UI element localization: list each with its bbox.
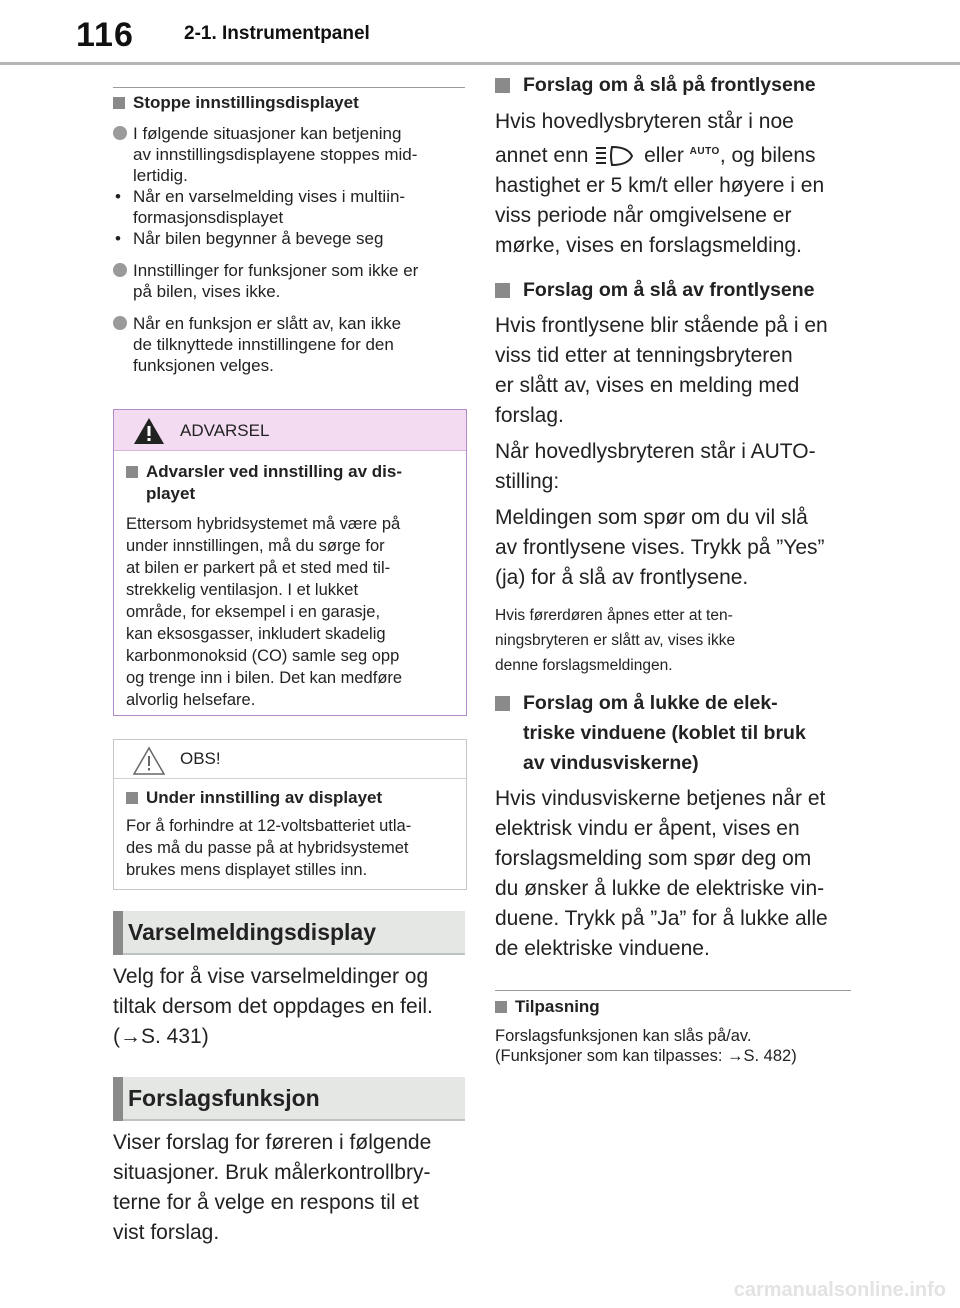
warning-box: [113, 409, 467, 716]
message-text: Meldingen som spør om du vil slå av frontlysene vises. Trykk på ”Yes” (ja) for å slå av frontlysene.: [495, 506, 825, 589]
warning-triangle-icon: [132, 416, 166, 446]
sub-list-item: • Når en varselmelding vises i multiin- formasjonsdisplayet: [115, 187, 406, 227]
section2-text: Viser forslag for føreren i følgende situasjoner. Bruk målerkontrollbry- terne for å velge en respons til et vist forslag.: [113, 1131, 432, 1244]
square-bullet-icon: [495, 78, 510, 93]
section-rule: [495, 990, 851, 991]
list-item: Innstillinger for funksjoner som ikke er på bilen, vises ikke.: [113, 260, 465, 302]
square-bullet-icon: [126, 466, 138, 478]
warning-heading: Advarsler ved innstilling av dis- playet: [126, 461, 454, 505]
stop-heading: Stoppe innstillingsdisplayet: [113, 92, 465, 114]
list-item: I følgende situasjoner kan betjening av innstillingsdisplayene stoppes mid- lertidig.: [113, 123, 465, 186]
sub-list-item: • Når bilen begynner å bevege seg: [115, 229, 384, 248]
notice-text: For å forhindre at 12-voltsbatteriet utla- des må du passe på at hybridsystemet brukes mens displayet stilles inn.: [126, 817, 412, 879]
windows-text: Hvis vindusviskerne betjenes når et elektrisk vindu er åpent, vises en forslagsmelding som spør deg om du ønsker å lukke de elektriske vin- duene. Trykk på ”Ja” for å lukke alle de elektriske vinduene.: [495, 787, 828, 960]
note-text: Hvis førerdøren åpnes etter at ten- ningsbryteren er slått av, vises ikke denne forslagsmeldingen.: [495, 607, 736, 674]
section-rule: [113, 87, 465, 88]
auto-text: Når hovedlysbryteren står i AUTO- stilling:: [495, 440, 816, 493]
warning-header: [114, 410, 466, 451]
page-number: 116: [76, 16, 134, 54]
customization-section: [495, 996, 851, 1066]
stop-section: [113, 92, 465, 376]
notice-title: OBS!: [180, 749, 221, 768]
warning-text: Ettersom hybridsystemet må være på under innstillingen, må du sørge for at bilen er parkert på et sted med til- strekkelig ventilasjon. I et lukket område, for eksempel i en garasje, kan eksosgasser, inkludert skadelig karbonmonoksid (CO) samle seg opp og trenge inn i bilen. Det kan medføre alvorlig helsefare.: [126, 515, 403, 709]
square-bullet-icon: [495, 696, 510, 711]
square-bullet-icon: [495, 283, 510, 298]
section-bar: [113, 1077, 123, 1121]
list-item: Når en funksjon er slått av, kan ikke de tilknyttede innstillingene for den funksjonen velges.: [113, 313, 465, 376]
caution-triangle-icon: [132, 746, 166, 776]
section1-text: Velg for å vise varselmeldinger og tiltak dersom det oppdages en feil. (→S. 431): [113, 965, 433, 1048]
heading-lights-off: Forslag om å slå av frontlysene: [495, 275, 851, 305]
notice-box: [113, 739, 467, 890]
section-heading-suggestion: Forslagsfunksjon: [113, 1077, 465, 1121]
section-heading-warning-display: Varselmeldingsdisplay: [113, 911, 465, 955]
watermark: carmanualsonline.info: [733, 1279, 946, 1301]
square-bullet-icon: [495, 1001, 507, 1013]
lights-off-text: Hvis frontlysene blir stående på i en viss tid etter at tenningsbryteren er slått av, vises en melding med forslag.: [495, 314, 828, 427]
lights-on-text: Hvis hovedlysbryteren står i noe annet enn eller $^{AUTO}$, og bilens hastighet er 5 km/t eller høyere i en viss periode når omgivelsene er mørke, vises en forslagsmelding.: [495, 110, 825, 257]
square-bullet-icon: [113, 97, 125, 109]
circle-bullet-icon: [113, 263, 127, 277]
heading-lights-on: Forslag om å slå på frontlysene: [495, 70, 851, 100]
customization-heading: Tilpasning: [495, 996, 851, 1018]
heading-windows: Forslag om å lukke de elek- triske vinduene (koblet til bruk av vindusviskerne): [495, 688, 851, 778]
headlight-icon: [594, 145, 638, 167]
right-column: [495, 70, 851, 964]
warning-title: ADVARSEL: [180, 421, 270, 440]
square-bullet-icon: [126, 792, 138, 804]
page-header: [0, 0, 960, 65]
customization-text: Forslagsfunksjonen kan slås på/av. (Funksjoner som kan tilpasses: →S. 482): [495, 1027, 797, 1065]
auto-icon: AUTO: [689, 146, 720, 157]
notice-heading: Under innstilling av displayet: [126, 787, 454, 809]
circle-bullet-icon: [113, 316, 127, 330]
chapter-title: 2-1. Instrumentpanel: [184, 23, 370, 44]
notice-header: [114, 740, 466, 779]
circle-bullet-icon: [113, 126, 127, 140]
section-bar: [113, 911, 123, 955]
